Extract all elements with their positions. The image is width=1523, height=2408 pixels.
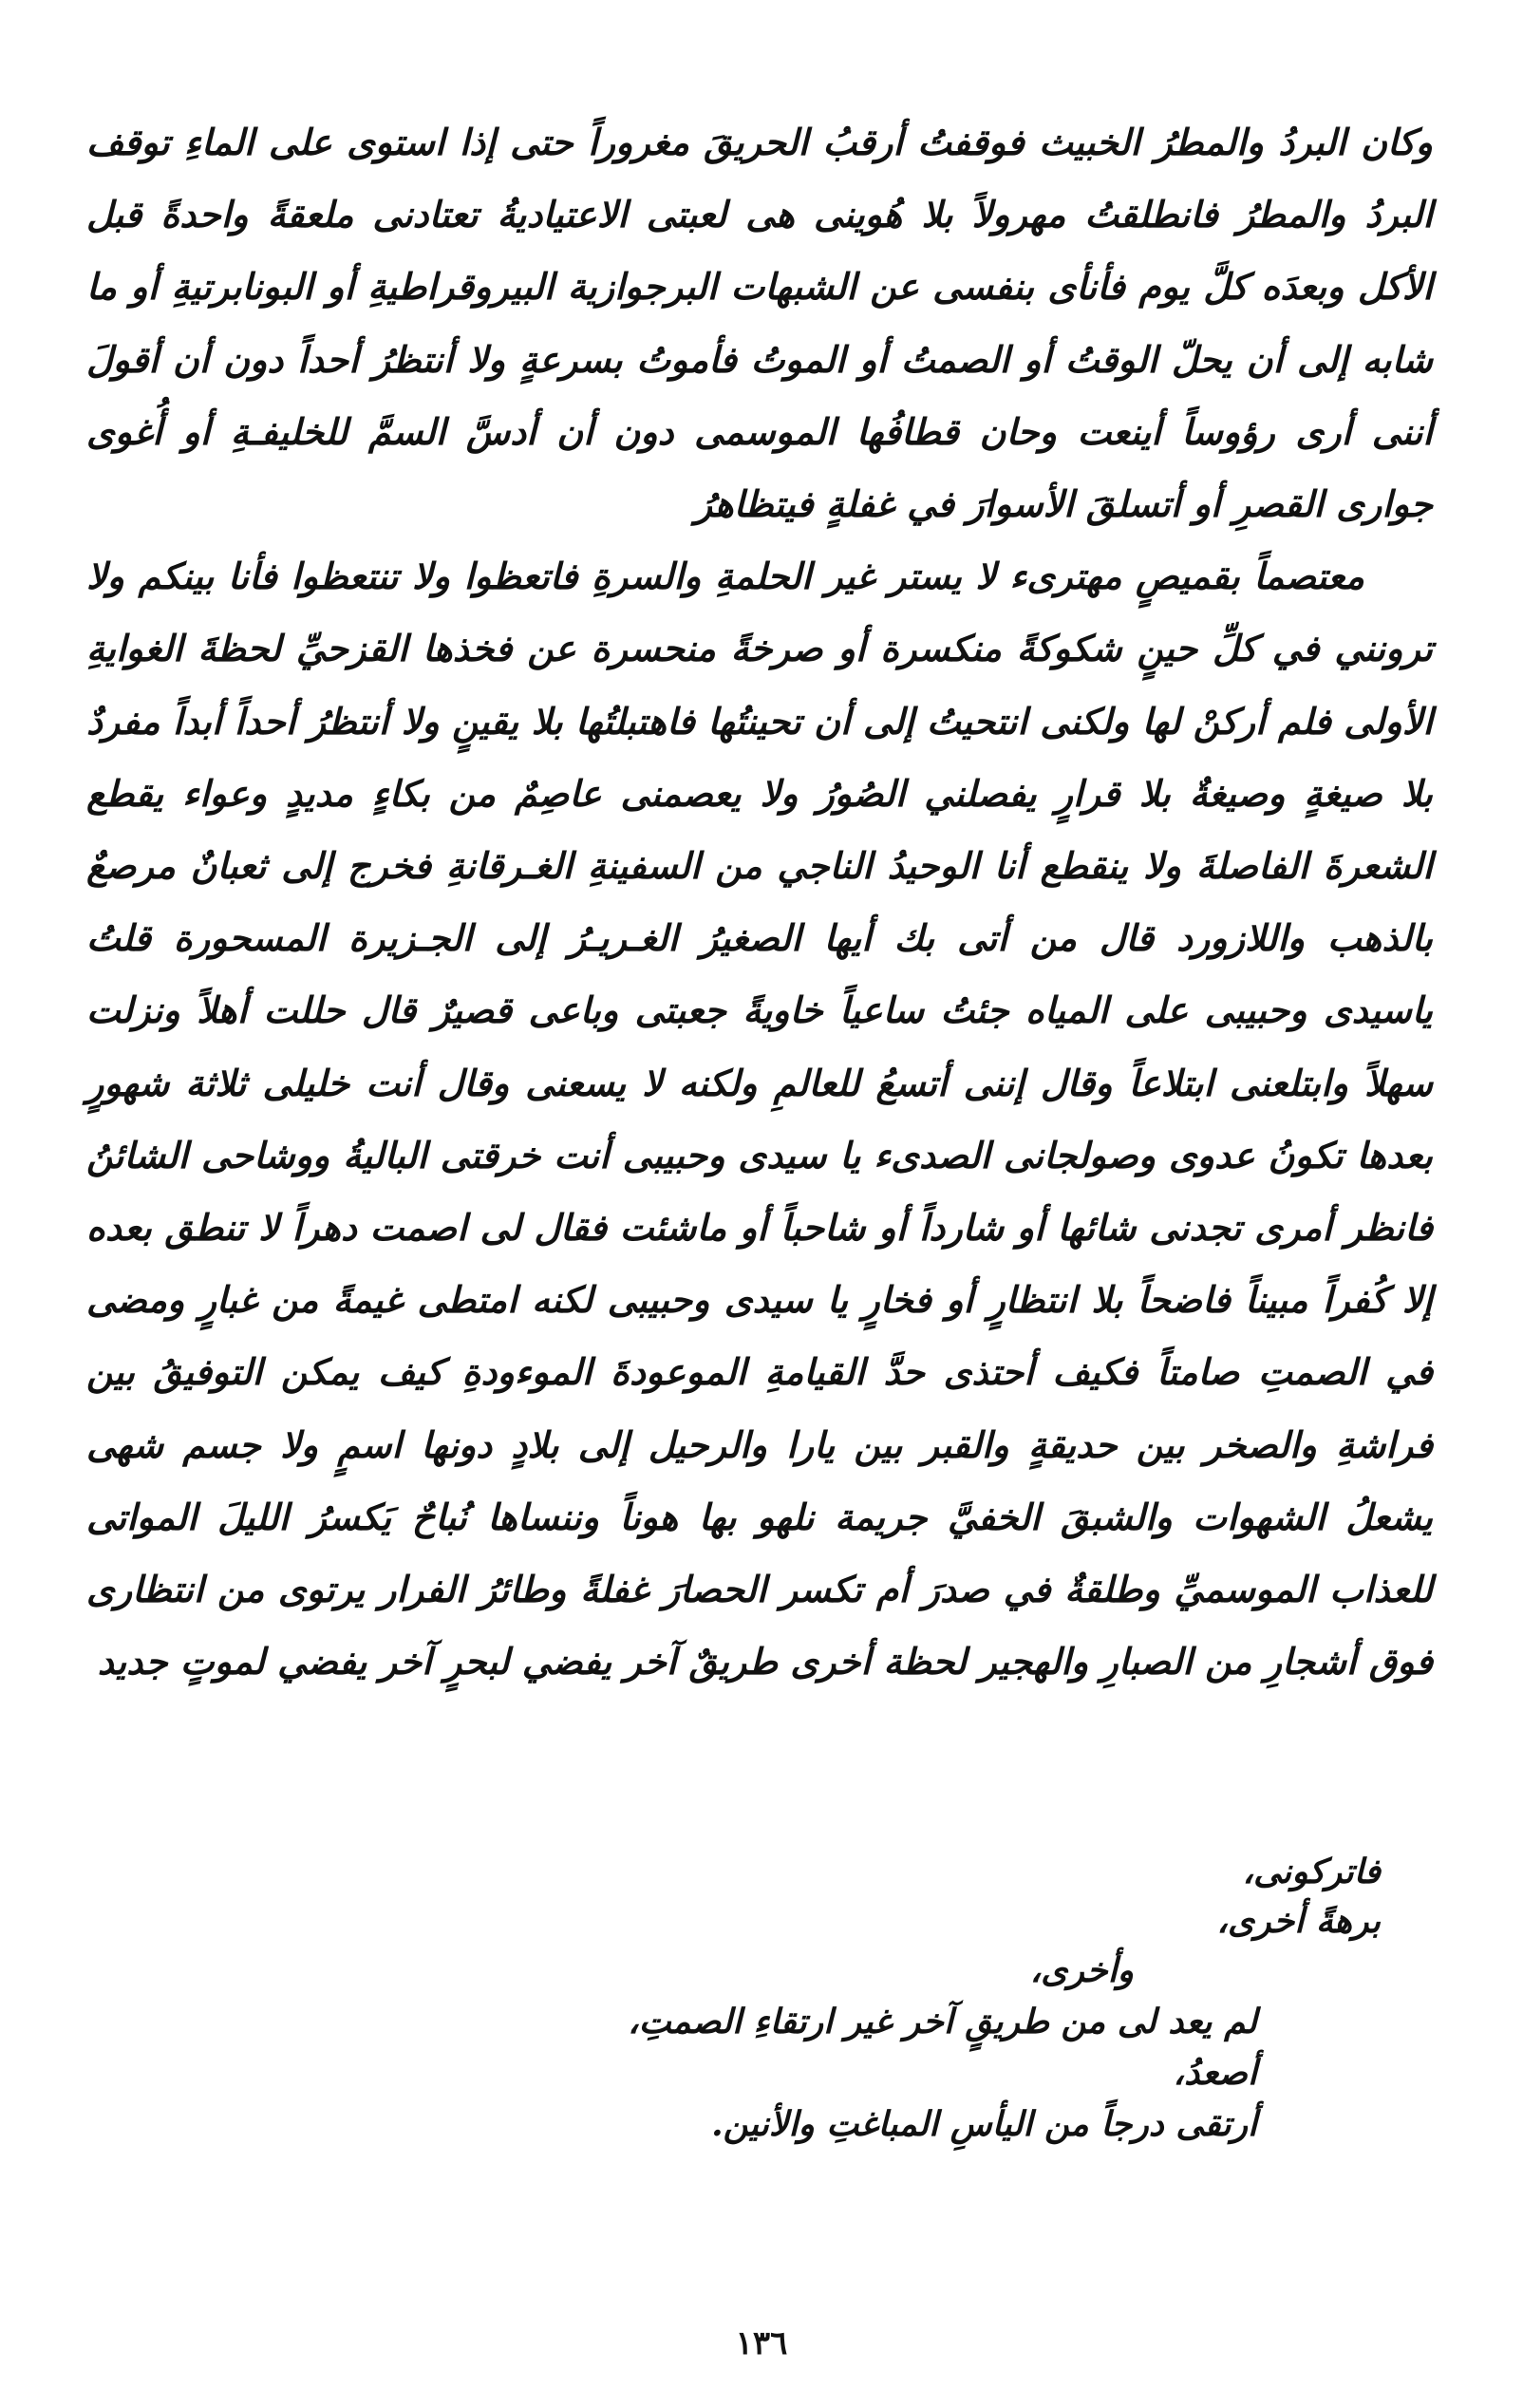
prose-block (86, 106, 1433, 1698)
paragraph: وكان البردُ والمطرُ الخبيث فوقفتُ أرقبُ الحريقَ مغروراً حتى إذا استوى على الماءِ توقف البردُ والمطرُ فانطلقتُ مهرولاً بلا هُوينى هى لعبتى الاعتياديةُ تعتادنى ملعقةً واحدةً قبل الأكل وبعدَه كلَّ يوم فأنأى بنفسى عن الشبهات البرجوازية البيروقراطيةِ أو البونابرتيةِ أو ما شابه إلى أن يحلّ الوقتُ أو الصمتُ أو الموتُ فأموتُ بسرعةٍ ولا أنتظرُ أحداً دون أن أقولَ أننى أرى رؤوساً أينعت وحان قطافُها الموسمى دون أن أدسَّ السمَّ للخليفـةِ أو أُغوى جوارى القصرِ أو أتسلقَ الأسوارَ في غفلةٍ فيتظاهرُ (86, 121, 1433, 526)
poem-line: لم يعد لى من طريقٍ آخر غير ارتقاءِ الصمتِ، (628, 2002, 1257, 2041)
poem-line: فاتركونى، (1242, 1852, 1381, 1891)
paragraph: معتصماً بقميصٍ مهترىء لا يستر غير الحلمةِ والسرةِ فاتعظوا ولا تنتعظوا فأنا بينكم ولا ترونني في كلِّ حينٍ شكوكةً منكسرة أو صرخةً منحسرة عن فخذها القزحيِّ لحظةَ الغوايةِ الأولى فلم أركنْ لها ولكنى انتحيتُ إلى أن تحينتُها فاهتبلتُها بلا يقينٍ ولا أنتظرُ أحداً أبداً مفردٌ بلا صيغةٍ وصيغةٌ بلا قرارٍ يفصلني الصُورُ ولا يعصمنى عاصِمٌ من بكاءٍ مديدٍ وعواء يقطع الشعرةَ الفاصلةَ ولا ينقطع أنا الوحيدُ الناجي من السفينةِ الغـرقانةِ فخرج إلى ثعبانٌ مرصعٌ بالذهب واللازورد قال من أتى بك أيها الصغيرُ الغـريـرُ إلى الجـزيرة المسحورة قلتُ ياسيدى وحبيبى على المياه جئتُ ساعياً خاويةً جعبتى وباعى قصيرٌ قال حللت أهلاً ونزلت سهلاً وابتلعنى ابتلاعاً وقال إننى أتسعُ للعالمِ ولكنه لا يسعنى وقال أنت خليلى ثلاثة شهورٍ بعدها تكونُ عدوى وصولجانى الصدىء يا سيدى وحبيبى أنت خرقتى الباليةُ ووشاحى الشائنُ فانظر أمرى تجدنى شائها أو شارداً أو شاحباً أو ماشئت فقال لى اصمت دهراً لا تنطق بعده إلا كُفراً مبيناً فاضحاً بلا انتظارٍ أو فخارٍ يا سيدى وحبيبى لكنه امتطى غيمةً من غبارٍ ومضى في الصمتِ صامتاً فكيف أحتذى حدَّ القيامةِ الموعودةَ الموءودةِ كيف يمكن التوفيقُ بين فراشةِ والصخر بين حديقةٍ والقبر بين يارا والرحيل إلى بلادٍ دونها اسمٍ ولا جسم شهى يشعلُ الشهوات والشبقَ الخفيَّ جريمة نلهو بها هوناً وننساها نُباحٌ يَكسرُ الليلَ المواتى للعذاب الموسميِّ وطلقةٌ في صدرَ أم تكسر الحصارَ غفلةً وطائرُ الفرار يرتوى من انتظارى فوق أشجارِ من الصبارِ والهجير لحظة أخرى طريقٌ آخر يفضي لبحرٍ آخر يفضي لموتٍ جديد (86, 555, 1433, 1684)
page-number: ١٣٦ (735, 2324, 788, 2362)
poem-line: أرتقى درجاً من اليأسِ المباغتِ والأنين. (711, 2104, 1257, 2144)
poem-line: وأخرى، (1029, 1950, 1134, 1990)
poem-line: أصعدُ، (1173, 2053, 1257, 2093)
poem-line: برهةً أخرى، (1216, 1901, 1381, 1941)
